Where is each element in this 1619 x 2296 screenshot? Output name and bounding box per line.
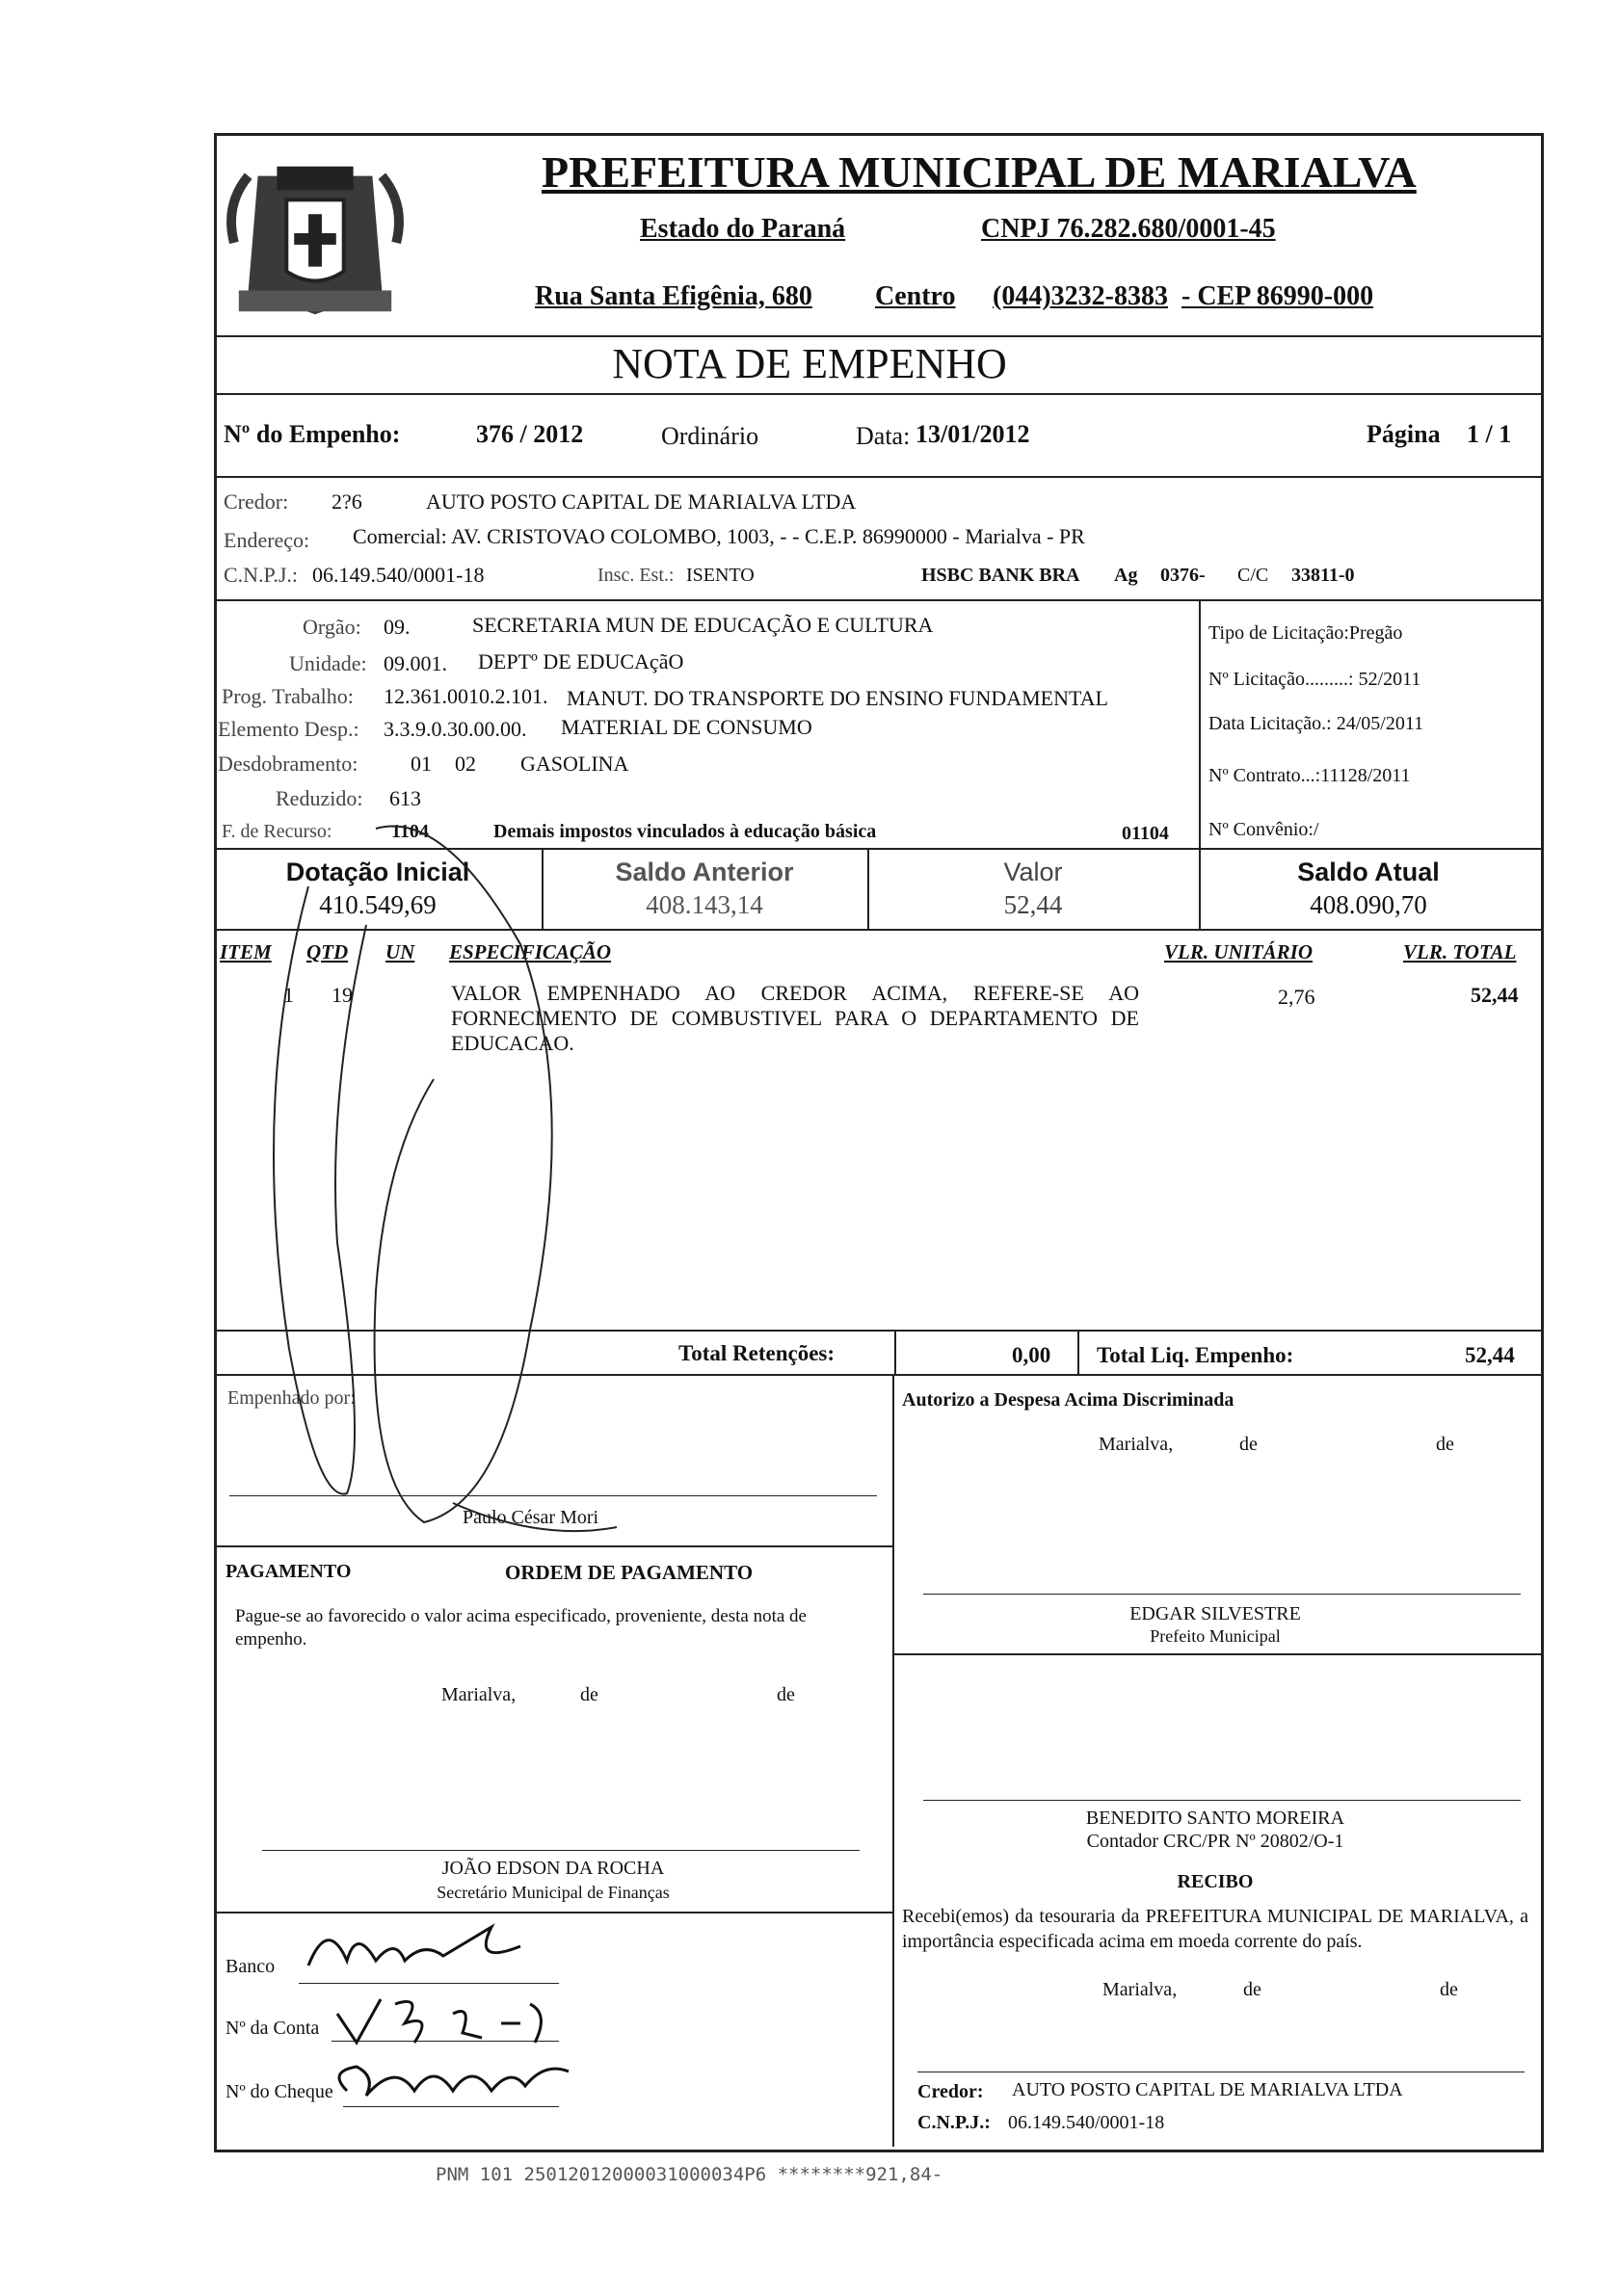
autorizo-city: Marialva,: [1099, 1434, 1174, 1455]
empenho-number: 376 / 2012: [476, 420, 584, 448]
col-item: ITEM: [220, 940, 272, 963]
page-label: Página: [1367, 420, 1441, 448]
cheque-label: Nº do Cheque: [226, 2081, 333, 2102]
saldo-atual-value: 408.090,70: [1310, 890, 1427, 919]
divider: [214, 476, 1541, 478]
col-un: UN: [385, 940, 415, 963]
cc-label: C/C: [1237, 565, 1269, 586]
divider: [892, 1653, 1541, 1655]
retencoes-value: 0,00: [1012, 1343, 1051, 1367]
cc-value: 33811-0: [1291, 565, 1355, 586]
prog-name: MANUT. DO TRANSPORTE DO ENSINO FUNDAMENTAL: [567, 686, 1108, 710]
doc-title: NOTA DE EMPENHO: [612, 340, 1007, 387]
divider: [214, 1374, 1541, 1376]
divider: [214, 1912, 892, 1913]
dotacao-inicial-label: Dotação Inicial: [285, 858, 470, 886]
credor-cnpj: 06.149.540/0001-18: [312, 563, 485, 587]
recurso-code: 1104: [391, 821, 429, 842]
item-number: 1: [283, 983, 294, 1007]
ordem-pagamento-title: ORDEM DE PAGAMENTO: [505, 1561, 754, 1584]
contador-signer: BENEDITO SANTO MOREIRA: [1085, 1808, 1345, 1829]
signature-line: [229, 1495, 877, 1496]
licitacao-tipo: Tipo de Licitação:Pregão: [1208, 622, 1403, 644]
footer-code: PNM 101 25012012000031000034P6 ********921,84-: [436, 2164, 943, 2185]
recibo-label: RECIBO: [1177, 1871, 1254, 1892]
liquido-label: Total Liq. Empenho:: [1097, 1343, 1294, 1367]
divider: [1199, 599, 1201, 848]
credor-name: AUTO POSTO CAPITAL DE MARIALVA LTDA: [426, 489, 857, 514]
elemento-name: MATERIAL DE CONSUMO: [561, 715, 812, 739]
header-district: Centro: [875, 281, 956, 311]
desdob-a: 01: [411, 752, 432, 776]
credor-label: Credor:: [224, 489, 289, 514]
empenhado-signer: Paulo César Mori: [463, 1507, 599, 1528]
elemento-label: Elemento Desp.:: [218, 717, 359, 741]
saldo-atual-label: Saldo Atual: [1297, 858, 1440, 886]
recibo-credor: AUTO POSTO CAPITAL DE MARIALVA LTDA: [1012, 2079, 1403, 2100]
ag-value: 0376-: [1160, 565, 1206, 586]
page-title: PREFEITURA MUNICIPAL DE MARIALVA: [542, 147, 1417, 197]
endereco-label: Endereço:: [224, 528, 310, 552]
recibo-de-1: de: [1243, 1979, 1261, 2000]
recibo-city: Marialva,: [1102, 1979, 1178, 2000]
banco-line: [299, 1983, 559, 1984]
divider: [214, 599, 1541, 601]
ag-label: Ag: [1114, 565, 1138, 586]
credor-address: Comercial: AV. CRISTOVAO COLOMBO, 1003, - - C.E.P. 86990000 - Marialva - PR: [353, 524, 1085, 548]
desdob-name: GASOLINA: [520, 752, 629, 776]
licitacao-convenio: Nº Convênio:/: [1208, 819, 1319, 840]
recurso-code-2: 01104: [1122, 823, 1169, 844]
empenhado-label: Empenhado por:: [227, 1387, 356, 1409]
empenho-label: Nº do Empenho:: [224, 420, 401, 448]
pagamento-de-2: de: [777, 1684, 795, 1705]
page-number: 1 / 1: [1467, 420, 1512, 448]
divider: [214, 1330, 1541, 1332]
item-qtd: 19: [332, 983, 353, 1007]
desdob-b: 02: [455, 752, 476, 776]
reduzido-label: Reduzido:: [276, 786, 363, 810]
col-qtd: QTD: [306, 940, 349, 963]
empenho-date: 13/01/2012: [916, 420, 1030, 448]
conta-line: [332, 2041, 559, 2042]
credor-code: 2?6: [332, 489, 362, 514]
orgao-name: SECRETARIA MUN DE EDUCAÇÃO E CULTURA: [472, 613, 934, 637]
divider: [214, 335, 1541, 337]
recibo-de-2: de: [1440, 1979, 1458, 2000]
desdob-label: Desdobramento:: [218, 752, 358, 776]
reduzido-value: 613: [389, 786, 421, 810]
recibo-cnpj-label: C.N.P.J.:: [917, 2112, 991, 2133]
header-cnpj: CNPJ 76.282.680/0001-45: [981, 214, 1276, 244]
col-vlr-total: VLR. TOTAL: [1403, 940, 1517, 963]
divider: [214, 1545, 892, 1547]
liquido-value: 52,44: [1465, 1343, 1515, 1367]
prog-label: Prog. Trabalho:: [222, 684, 354, 708]
banco-label: Banco: [226, 1956, 276, 1977]
bank-name: HSBC BANK BRA: [921, 565, 1080, 586]
contador-role: Contador CRC/PR Nº 20802/O-1: [1086, 1831, 1344, 1852]
pagamento-text: Pague-se ao favorecido o valor acima especificado, proveniente, desta nota de empenho.: [235, 1606, 807, 1649]
item-total: 52,44: [1471, 983, 1519, 1007]
licitacao-contrato: Nº Contrato...:11128/2011: [1208, 765, 1411, 786]
signature-line: [262, 1850, 860, 1851]
header-address: Rua Santa Efigênia, 680: [535, 281, 812, 311]
recibo-credor-label: Credor:: [917, 2081, 984, 2102]
header-cep: - CEP 86990-000: [1181, 281, 1374, 311]
autorizo-label: Autorizo a Despesa Acima Discriminada: [902, 1389, 1234, 1411]
saldo-anterior-label: Saldo Anterior: [615, 858, 794, 886]
dotacao-inicial-value: 410.549,69: [319, 890, 437, 919]
item-description: VALOR EMPENHADO AO CREDOR ACIMA, REFERE-SE AO FORNECIMENTO DE COMBUSTIVEL PARA O DEPARTAMENTO DE EDUCACAO.: [451, 981, 1139, 1055]
divider: [1077, 1330, 1079, 1374]
recibo-text: Recebi(emos) da tesouraria da PREFEITURA MUNICIPAL DE MARIALVA, a importância especificada acima em moeda corrente do país.: [902, 1906, 1528, 1952]
insc-value: ISENTO: [686, 565, 755, 586]
recurso-name: Demais impostos vinculados à educação básica: [493, 821, 877, 842]
orgao-code: 09.: [384, 615, 411, 639]
autorizo-de-1: de: [1239, 1434, 1258, 1455]
divider: [892, 1374, 894, 2147]
autorizo-role: Prefeito Municipal: [1150, 1626, 1281, 1646]
prog-code: 12.361.0010.2.101.: [384, 684, 548, 708]
signature-line: [923, 1800, 1521, 1801]
valor-value: 52,44: [1003, 890, 1063, 919]
pagamento-de-1: de: [580, 1684, 598, 1705]
autorizo-signer: EDGAR SILVESTRE: [1129, 1603, 1301, 1624]
divider: [214, 848, 1541, 850]
cheque-line: [343, 2106, 559, 2107]
empenho-type: Ordinário: [661, 422, 759, 450]
recurso-label: F. de Recurso:: [222, 821, 332, 842]
valor-label: Valor: [1003, 858, 1063, 886]
unidade-name: DEPTº DE EDUCAçãO: [478, 649, 684, 673]
pagamento-signer: JOÃO EDSON DA ROCHA: [441, 1858, 665, 1879]
recibo-cnpj: 06.149.540/0001-18: [1008, 2112, 1165, 2133]
retencoes-label: Total Retenções:: [678, 1341, 836, 1365]
orgao-label: Orgão:: [303, 615, 361, 639]
unidade-code: 09.001.: [384, 651, 447, 675]
date-label: Data:: [856, 422, 911, 450]
header-phone: (044)3232-8383: [993, 281, 1168, 311]
col-vlr-unitario: VLR. UNITÁRIO: [1164, 940, 1314, 963]
insc-label: Insc. Est.:: [597, 565, 675, 586]
conta-label: Nº da Conta: [226, 2018, 320, 2039]
autorizo-de-2: de: [1436, 1434, 1454, 1455]
licitacao-data: Data Licitação.: 24/05/2011: [1208, 713, 1424, 734]
unidade-label: Unidade:: [289, 651, 367, 675]
divider: [894, 1330, 896, 1374]
municipal-crest-logo: [220, 146, 411, 330]
licitacao-numero: Nº Licitação.........: 52/2011: [1208, 669, 1421, 690]
item-unit-price: 2,76: [1278, 985, 1315, 1009]
divider: [214, 929, 1541, 931]
pagamento-label: PAGAMENTO: [226, 1561, 352, 1582]
col-especificacao: ESPECIFICAÇÃO: [449, 940, 612, 963]
cnpj-label: C.N.P.J.:: [224, 563, 299, 587]
divider: [214, 393, 1541, 395]
pagamento-role: Secretário Municipal de Finanças: [437, 1883, 670, 1902]
signature-line: [923, 1594, 1521, 1595]
state-label: Estado do Paraná: [640, 214, 846, 244]
elemento-code: 3.3.9.0.30.00.00.: [384, 717, 527, 741]
saldo-anterior-value: 408.143,14: [646, 890, 763, 919]
pagamento-city: Marialva,: [441, 1684, 517, 1705]
